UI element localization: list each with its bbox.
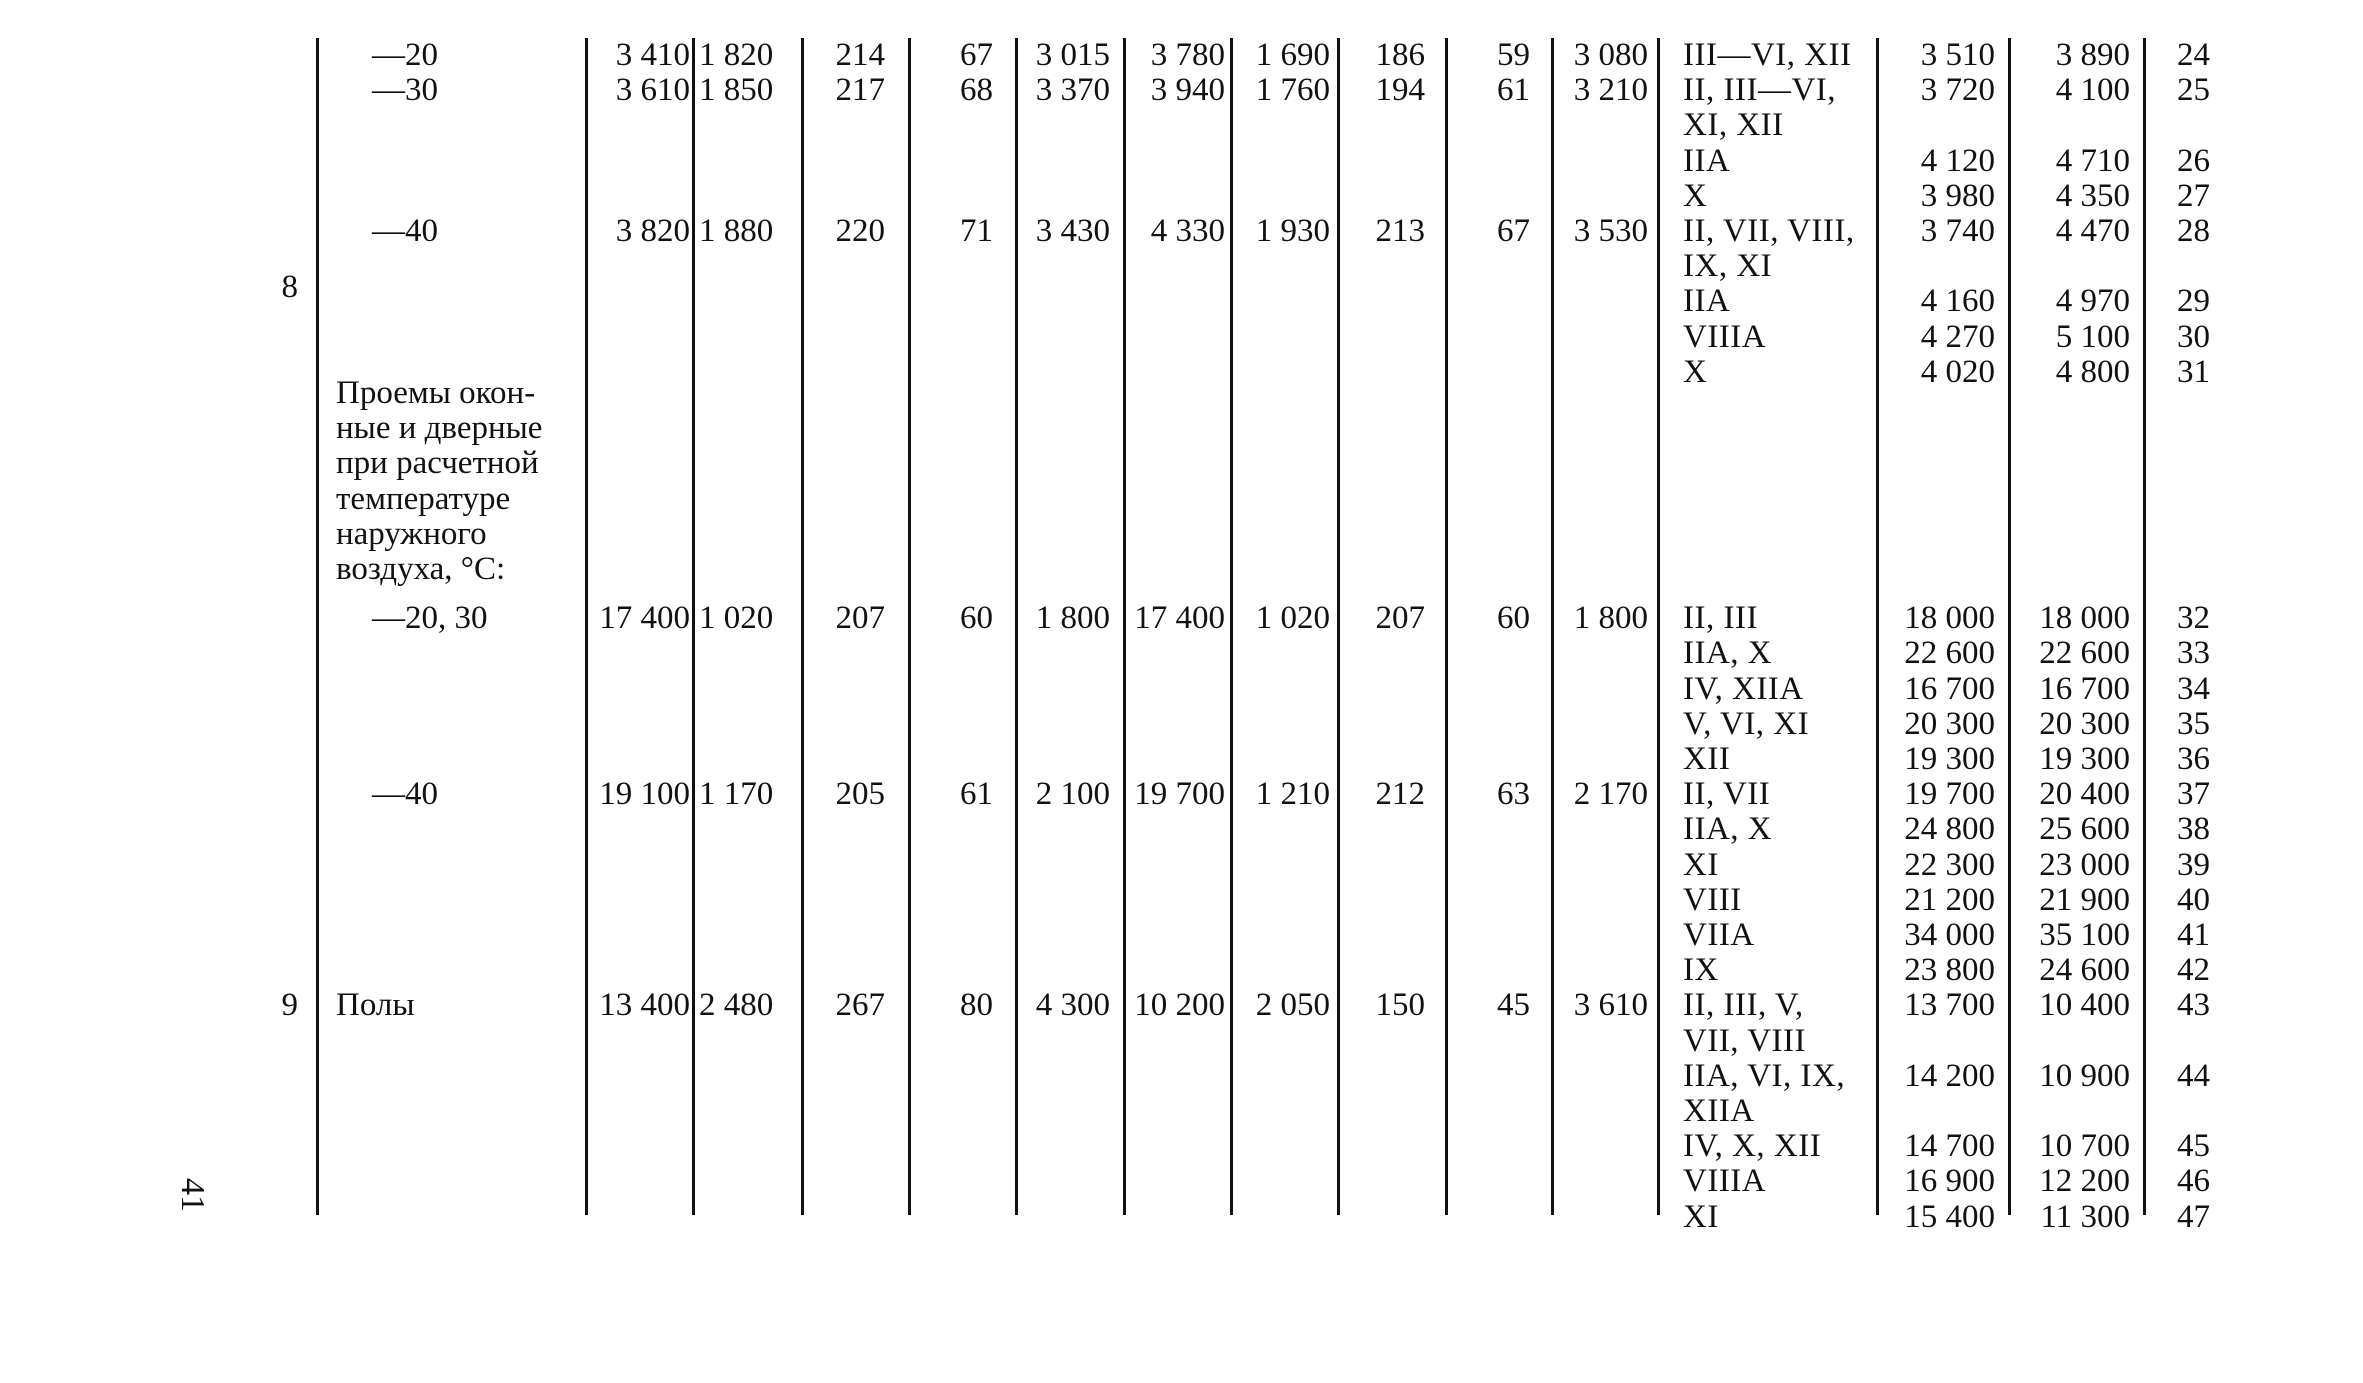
cell-value: 20 300: [2039, 705, 2130, 742]
zone-list: VIIIA: [1683, 318, 1767, 355]
cell-value: 1 880: [699, 213, 774, 249]
cell-value: 1 800: [1035, 600, 1110, 637]
zone-list: II, III—VI,: [1683, 72, 1837, 109]
zone-list: IX, XI: [1683, 248, 1773, 285]
zone-list: IV, X, XII: [1683, 1128, 1822, 1165]
cell-value: 13 700: [1904, 987, 1995, 1024]
section-title-line: ные и дверные: [336, 410, 543, 447]
cell-value: 4 330: [1150, 213, 1225, 249]
zone-list: X: [1683, 177, 1708, 214]
cell-value: 186: [1375, 37, 1425, 73]
cell-value: 4 120: [1920, 142, 1995, 179]
cell-value: 1 020: [1255, 600, 1330, 637]
cell-value: 4 800: [2055, 353, 2130, 390]
cell-value: 11 300: [2040, 1198, 2130, 1235]
cell-value: 3 780: [1150, 37, 1225, 73]
cell-value: 20 300: [1904, 705, 1995, 742]
cell-value: 23 000: [2039, 846, 2130, 883]
row-number: 27: [2177, 177, 2210, 214]
cell-value: 1 170: [699, 776, 774, 813]
row-number: 38: [2177, 811, 2210, 848]
row-number: 43: [2177, 987, 2210, 1024]
cell-value: 4 160: [1920, 283, 1995, 320]
zone-list: XII: [1683, 741, 1731, 777]
section-title-line: температуре: [336, 480, 511, 517]
page-number: 41: [174, 1178, 211, 1212]
row-label: —40: [372, 213, 438, 249]
row-number: 35: [2177, 705, 2210, 742]
zone-list: IIA, X: [1683, 811, 1773, 848]
cell-value: 10 400: [2039, 987, 2130, 1024]
zone-list: II, III, V,: [1683, 987, 1804, 1024]
cell-value: 24 600: [2039, 952, 2130, 989]
cell-value: 16 900: [1904, 1163, 1995, 1200]
cell-value: 2 100: [1035, 776, 1110, 813]
cell-value: 3 210: [1573, 72, 1648, 109]
cell-value: 3 370: [1035, 72, 1110, 109]
cell-value: 15 400: [1904, 1198, 1995, 1235]
cell-value: 4 350: [2055, 177, 2130, 214]
cell-value: 1 020: [699, 600, 774, 637]
row-number: 45: [2177, 1128, 2210, 1165]
cell-value: 17 400: [599, 600, 690, 637]
zone-list: VII, VIII: [1683, 1022, 1807, 1059]
cell-value: 61: [1497, 72, 1530, 109]
row-number: 24: [2177, 37, 2210, 73]
cell-value: 18 000: [2039, 600, 2130, 637]
section-number: 8: [281, 269, 298, 306]
cell-value: 3 940: [1150, 72, 1225, 109]
cell-value: 3 740: [1920, 213, 1995, 249]
zone-list: IIA, X: [1683, 635, 1773, 672]
cell-value: 80: [960, 987, 993, 1024]
cell-value: 2 050: [1255, 987, 1330, 1024]
row-number: 32: [2177, 600, 2210, 637]
row-number: 25: [2177, 72, 2210, 109]
cell-value: 14 700: [1904, 1128, 1995, 1165]
cell-value: 3 015: [1035, 37, 1110, 73]
cell-value: 16 700: [2039, 670, 2130, 707]
section-title-line: наружного: [336, 515, 487, 552]
cell-value: 20 400: [2039, 776, 2130, 813]
row-number: 47: [2177, 1198, 2210, 1235]
row-number: 42: [2177, 952, 2210, 989]
cell-value: 150: [1375, 987, 1425, 1024]
row-label: —40: [372, 776, 438, 813]
cell-value: 10 900: [2039, 1057, 2130, 1094]
cell-value: 3 820: [615, 213, 690, 249]
cell-value: 194: [1375, 72, 1425, 109]
row-number: 41: [2177, 917, 2210, 953]
cell-value: 2 480: [699, 987, 774, 1024]
zone-list: IV, XIIA: [1683, 670, 1804, 707]
cell-value: 24 800: [1904, 811, 1995, 848]
cell-value: 22 600: [1904, 635, 1995, 672]
row-number: 37: [2177, 776, 2210, 813]
section-title-line: 9: [281, 987, 298, 1024]
zone-list: IX: [1683, 952, 1719, 989]
cell-value: 207: [1375, 600, 1425, 637]
column-divider: [692, 38, 695, 1215]
cell-value: 1 800: [1573, 600, 1648, 637]
row-number: 36: [2177, 741, 2210, 777]
cell-value: 3 510: [1920, 37, 1995, 73]
row-number: 30: [2177, 318, 2210, 355]
row-number: 28: [2177, 213, 2210, 249]
zone-list: III—VI, XII: [1683, 37, 1852, 73]
zone-list: IIA: [1683, 142, 1731, 179]
row-number: 40: [2177, 881, 2210, 918]
cell-value: 4 970: [2055, 283, 2130, 320]
cell-value: 67: [960, 37, 993, 73]
zone-list: VIIA: [1683, 917, 1755, 953]
cell-value: 17 400: [1134, 600, 1225, 637]
section-title-line: при расчетной: [336, 445, 539, 482]
cell-value: 19 700: [1904, 776, 1995, 813]
cell-value: 71: [960, 213, 993, 249]
cell-value: 21 200: [1904, 881, 1995, 918]
zone-list: VIIIA: [1683, 1163, 1767, 1200]
cell-value: 1 760: [1255, 72, 1330, 109]
cell-value: 18 000: [1904, 600, 1995, 637]
zone-list: II, VII, VIII,: [1683, 213, 1855, 249]
section-title-line: Проемы окон-: [336, 374, 536, 411]
cell-value: 3 980: [1920, 177, 1995, 214]
row-label: —20: [372, 37, 438, 73]
cell-value: 3 610: [615, 72, 690, 109]
cell-value: 214: [835, 37, 885, 73]
zone-list: XIIA: [1683, 1093, 1755, 1129]
zone-list: V, VI, XI: [1683, 705, 1810, 742]
cell-value: 13 400: [599, 987, 690, 1024]
cell-value: 16 700: [1904, 670, 1995, 707]
cell-value: 14 200: [1904, 1057, 1995, 1094]
cell-value: 1 690: [1255, 37, 1330, 73]
column-divider: [316, 38, 319, 1215]
section-title: Полы: [336, 987, 415, 1024]
row-number: 46: [2177, 1163, 2210, 1200]
cell-value: 22 600: [2039, 635, 2130, 672]
cell-value: 3 610: [1573, 987, 1648, 1024]
cell-value: 60: [1497, 600, 1530, 637]
section-title-line: воздуха, °С:: [336, 550, 506, 587]
zone-list: IIA: [1683, 283, 1731, 320]
cell-value: 63: [1497, 776, 1530, 813]
column-divider: [2143, 38, 2146, 1215]
cell-value: 220: [835, 213, 885, 249]
cell-value: 10 700: [2039, 1128, 2130, 1165]
cell-value: 19 300: [1904, 741, 1995, 777]
cell-value: 1 930: [1255, 213, 1330, 249]
cell-value: 3 430: [1035, 213, 1110, 249]
cell-value: 10 200: [1134, 987, 1225, 1024]
cell-value: 68: [960, 72, 993, 109]
cell-value: 4 100: [2055, 72, 2130, 109]
zone-list: II, VII: [1683, 776, 1771, 813]
cell-value: 4 470: [2055, 213, 2130, 249]
row-number: 29: [2177, 283, 2210, 320]
cell-value: 23 800: [1904, 952, 1995, 989]
cell-value: 217: [835, 72, 885, 109]
zone-list: IIA, VI, IX,: [1683, 1057, 1846, 1094]
cell-value: 22 300: [1904, 846, 1995, 883]
row-number: 33: [2177, 635, 2210, 672]
column-divider: [1657, 38, 1660, 1215]
row-label: —20, 30: [372, 600, 488, 637]
cell-value: 207: [835, 600, 885, 637]
zone-list: II, III: [1683, 600, 1758, 637]
cell-value: 2 170: [1573, 776, 1648, 813]
cell-value: 19 700: [1134, 776, 1225, 813]
cell-value: 3 530: [1573, 213, 1648, 249]
cell-value: 213: [1375, 213, 1425, 249]
cell-value: 1 850: [699, 72, 774, 109]
cell-value: 19 100: [599, 776, 690, 813]
cell-value: 5 100: [2055, 318, 2130, 355]
cell-value: 60: [960, 600, 993, 637]
cell-value: 267: [835, 987, 885, 1024]
cell-value: 1 210: [1255, 776, 1330, 813]
row-number: 39: [2177, 846, 2210, 883]
cell-value: 12 200: [2039, 1163, 2130, 1200]
zone-list: X: [1683, 353, 1708, 390]
cell-value: 61: [960, 776, 993, 813]
cell-value: 34 000: [1904, 917, 1995, 953]
cell-value: 4 020: [1920, 353, 1995, 390]
cell-value: 1 820: [699, 37, 774, 73]
cell-value: 59: [1497, 37, 1530, 73]
cell-value: 4 270: [1920, 318, 1995, 355]
row-number: 34: [2177, 670, 2210, 707]
cell-value: 3 890: [2055, 37, 2130, 73]
zone-list: XI: [1683, 1198, 1719, 1235]
row-label: —30: [372, 72, 438, 109]
cell-value: 3 410: [615, 37, 690, 73]
zone-list: VIII: [1683, 881, 1742, 918]
cell-value: 3 080: [1573, 37, 1648, 73]
cell-value: 3 720: [1920, 72, 1995, 109]
zone-list: XI: [1683, 846, 1719, 883]
cell-value: 4 300: [1035, 987, 1110, 1024]
cell-value: 35 100: [2039, 917, 2130, 953]
cell-value: 67: [1497, 213, 1530, 249]
cell-value: 212: [1375, 776, 1425, 813]
row-number: 44: [2177, 1057, 2210, 1094]
cell-value: 4 710: [2055, 142, 2130, 179]
cell-value: 25 600: [2039, 811, 2130, 848]
row-number: 26: [2177, 142, 2210, 179]
cell-value: 45: [1497, 987, 1530, 1024]
cell-value: 21 900: [2039, 881, 2130, 918]
zone-list: XI, XII: [1683, 107, 1784, 144]
cell-value: 205: [835, 776, 885, 813]
row-number: 31: [2177, 353, 2210, 390]
cell-value: 19 300: [2039, 741, 2130, 777]
